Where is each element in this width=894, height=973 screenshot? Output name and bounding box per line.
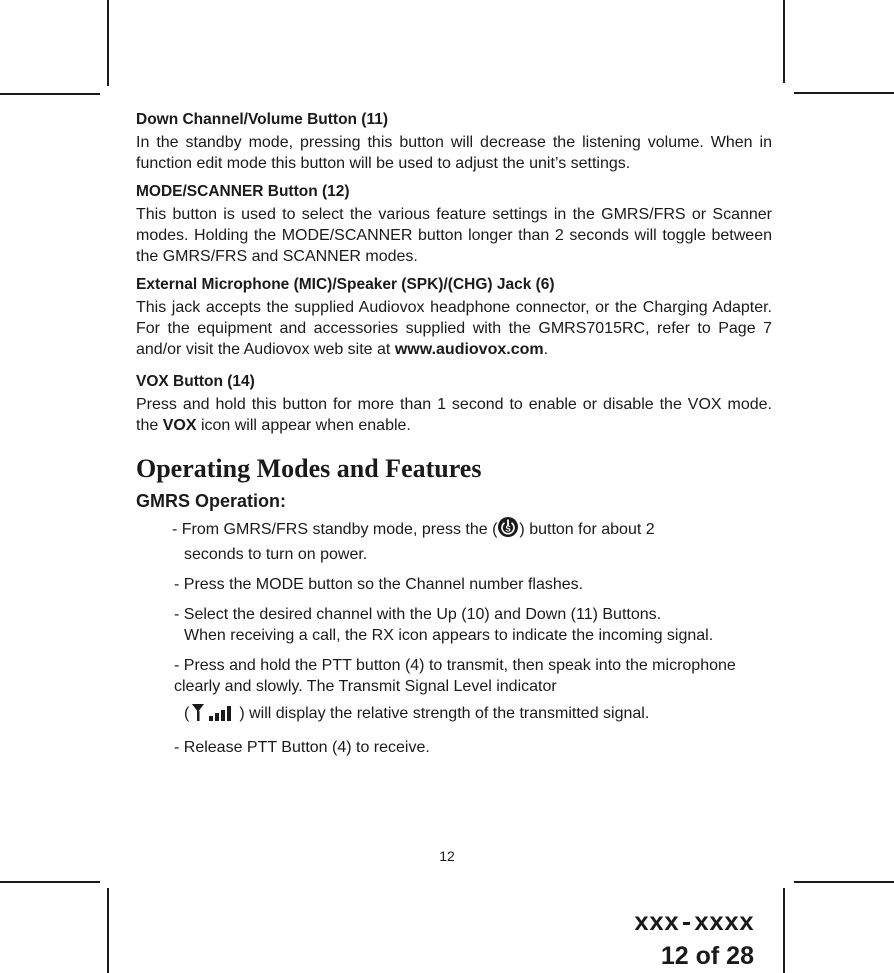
section-body: [136, 394, 772, 436]
body-text: icon will appear when enable.: [200, 417, 411, 434]
crop-mark: [794, 881, 894, 883]
list-item: [172, 516, 772, 565]
section-body: [136, 297, 772, 360]
body-text: .: [543, 341, 549, 358]
body-text: This jack accepts the supplied Audiovox headphone connector, or the Charging Adapter. For the equipment and accessories supplied with the GMRS7015RC, refer to Page 7 and/or visit the Audiovox web site at: [136, 299, 772, 358]
signal-strength-icon: [189, 702, 239, 728]
step-text: seconds to turn on power.: [184, 546, 368, 563]
vox-label: VOX: [162, 417, 197, 434]
list-item: - Press the MODE button so the Channel number flashes.: [174, 576, 584, 593]
section-heading: MODE/SCANNER Button (12): [136, 183, 350, 200]
step-text: ) button for about 2: [519, 521, 655, 538]
page-content: [136, 110, 772, 767]
step-text: When receiving a call, the RX icon appears to indicate the incoming signal.: [184, 627, 714, 644]
crop-mark: [783, 888, 785, 973]
step-text: ) will display the relative strength of the transmitted signal.: [239, 705, 650, 722]
crop-mark: [783, 0, 785, 83]
page-count: 12 of 28: [660, 942, 754, 970]
step-list: [136, 516, 772, 758]
list-item: [174, 604, 772, 646]
web-link[interactable]: www.audiovox.com: [394, 341, 544, 358]
document-code: xxx-xxxx: [633, 909, 754, 938]
list-item: - Release PTT Button (4) to receive.: [174, 739, 430, 756]
crop-mark: [0, 93, 100, 95]
crop-mark: [107, 888, 109, 973]
page-number: 12: [439, 848, 455, 864]
crop-mark: [794, 92, 894, 94]
step-text: - Press and hold the PTT button (4) to transmit, then speak into the microphone clearly and slowly. The Transmit Signal Level indicator: [174, 657, 736, 695]
crop-mark: [107, 0, 109, 86]
section-title: Operating Modes and Features: [136, 454, 482, 483]
step-text: (: [184, 705, 190, 722]
body-text: Press and hold this button for more than 1 second to enable or disable the VOX mode. the: [136, 396, 772, 434]
footer: [634, 908, 754, 972]
svg-text:S: S: [505, 524, 512, 534]
step-text: [174, 702, 772, 728]
power-icon: [497, 516, 519, 544]
section-heading: External Microphone (MIC)/Speaker (SPK)/(CHG) Jack (6): [136, 276, 555, 293]
step-text: - From GMRS/FRS standby mode, press the (: [172, 521, 498, 538]
crop-mark: [0, 881, 100, 883]
step-text: - Select the desired channel with the Up (10) and Down (11) Buttons.: [174, 606, 662, 623]
section-body: This button is used to select the various feature settings in the GMRS/FRS or Scanner modes. Holding the MODE/SCANNER button longer than 2 seconds will toggle between the GMRS/FRS and SCANNER modes.: [136, 206, 772, 265]
section-heading: VOX Button (14): [136, 373, 255, 390]
subsection-title: GMRS Operation:: [136, 491, 287, 511]
section-heading: Down Channel/Volume Button (11): [136, 111, 389, 128]
list-item: [174, 655, 772, 728]
section-body: In the standby mode, pressing this button will decrease the listening volume. When in function edit mode this button will be used to adjust the unit’s settings.: [136, 134, 772, 172]
